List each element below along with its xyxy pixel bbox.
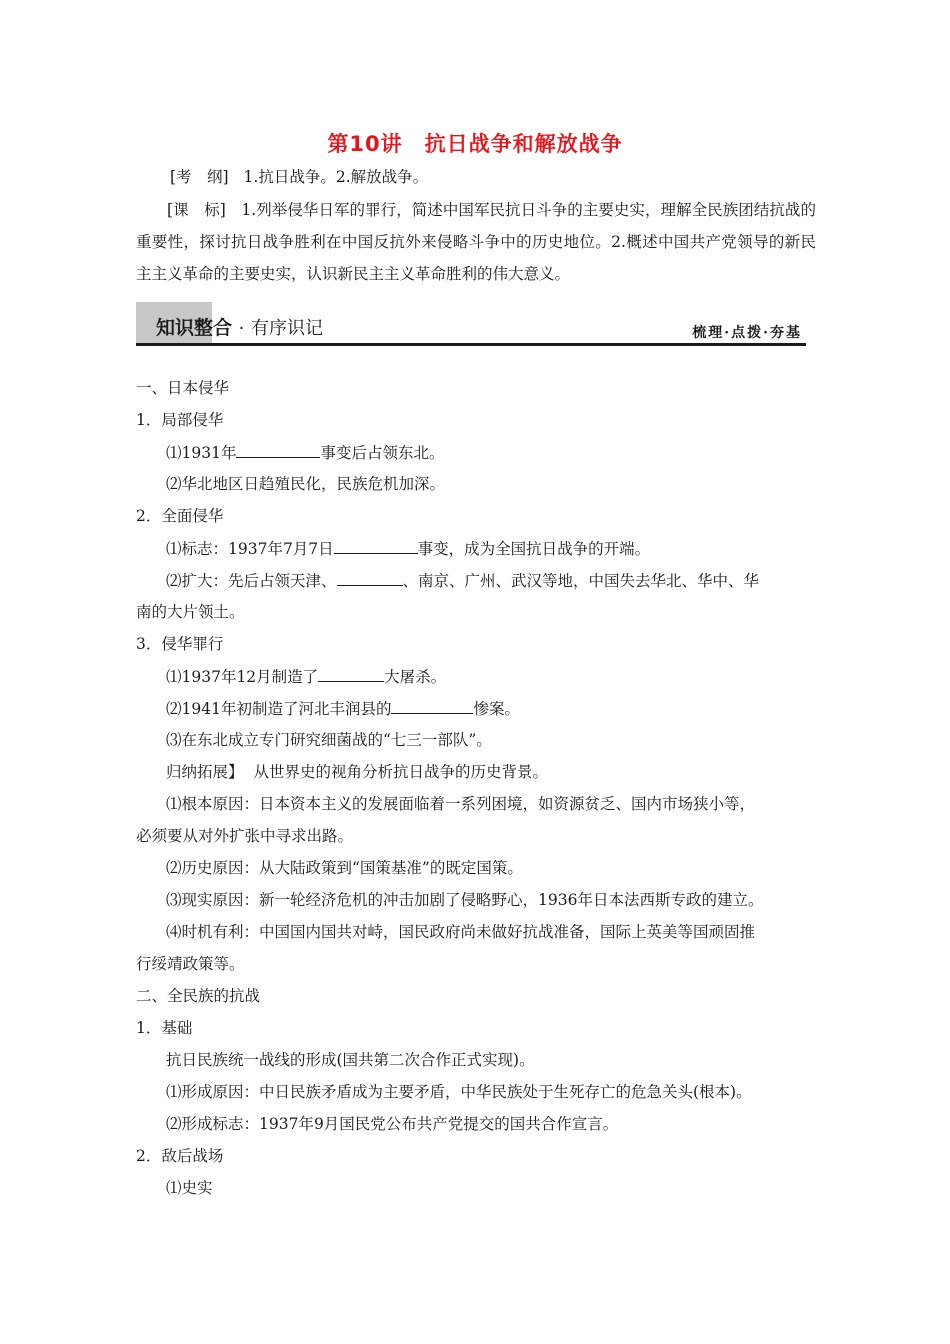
- list-item-continued: 必须要从对外扩张中寻求出路。: [136, 827, 354, 845]
- summary-heading: [166, 761, 548, 783]
- kebiao-text: 1.列举侵华日军的罪行，简述中国军民抗日斗争的主要史实，理解全民族团结抗战的重要性，探讨抗日战争胜利在中国反抗外来侵略斗争中的历史地位。2.概述中国共产党领导的新民主主义革命的主要史实，认识新民主主义革命胜利的伟大意义。: [136, 201, 816, 283]
- fill-blank[interactable]: [337, 569, 403, 586]
- list-item: 抗日民族统一战线的形成(国共第二次合作正式实现)。: [166, 1051, 535, 1069]
- text-fragment: ⑴1931年: [166, 444, 237, 462]
- text-fragment: 、南京、广州、武汉等地，中国失去华北、华中、华: [402, 572, 760, 590]
- list-item: [166, 697, 520, 720]
- section-heading: 一、日本侵华: [136, 379, 230, 397]
- text-fragment: 大屠杀。: [384, 668, 447, 686]
- text-fragment: ⑵1941年初制造了河北丰润县的: [166, 700, 392, 718]
- list-item-continued: 行绥靖政策等。: [136, 955, 245, 973]
- subsection-heading: 1．局部侵华: [136, 411, 224, 429]
- fill-blank[interactable]: [318, 665, 384, 682]
- section-heading: 二、全民族的抗战: [136, 987, 261, 1005]
- kaogang-label: [考 纲]: [170, 168, 229, 186]
- text-fragment: ⑴标志：1937年7月7日: [166, 540, 334, 558]
- list-item: [166, 665, 446, 688]
- summary-text: 从世界史的视角分析抗日战争的历史背景。: [253, 763, 549, 781]
- kaogang-line: [170, 166, 428, 188]
- subsection-heading: 2．全面侵华: [136, 507, 224, 525]
- list-item: ⑴形成原因：中日民族矛盾成为主要矛盾，中华民族处于生死存亡的危急关头(根本)。: [166, 1083, 752, 1101]
- fill-blank[interactable]: [334, 537, 418, 554]
- subsection-heading: 2．敌后战场: [136, 1147, 224, 1165]
- kebiao-label: [课 标]: [167, 201, 226, 219]
- text-fragment: 事变，成为全国抗日战争的开端。: [417, 540, 651, 558]
- subsection-heading: 3．侵华罪行: [136, 635, 224, 653]
- kebiao-paragraph: [136, 194, 816, 290]
- list-item: ⑵历史原因：从大陆政策到“国策基准”的既定国策。: [166, 859, 523, 877]
- list-item: [166, 441, 444, 464]
- list-item: ⑴史实: [166, 1179, 213, 1197]
- list-item: [166, 569, 759, 592]
- section-banner: [136, 302, 806, 346]
- summary-label: 归纳拓展】: [166, 763, 244, 781]
- banner-main: 知识整合: [156, 317, 233, 339]
- list-item: ⑶现实原因：新一轮经济危机的冲击加剧了侵略野心，1936年日本法西斯专政的建立。: [166, 891, 764, 909]
- banner-title: [156, 313, 323, 340]
- banner-sub: 有序识记: [251, 318, 323, 339]
- list-item: ⑷时机有利：中国国内国共对峙，国民政府尚未做好抗战准备，国际上英美等国顽固推: [166, 923, 756, 941]
- fill-blank[interactable]: [391, 697, 473, 714]
- banner-right: 梳理·点拨·夯基: [692, 325, 802, 341]
- list-item: ⑶在东北成立专门研究细菌战的“七三一部队”。: [166, 731, 492, 749]
- list-item-continued: 南的大片领土。: [136, 603, 245, 621]
- text-fragment: ⑴1937年12月制造了: [166, 668, 319, 686]
- list-item: ⑵形成标志：1937年9月国民党公布共产党提交的国共合作宣言。: [166, 1115, 619, 1133]
- text-fragment: ⑵扩大：先后占领天津、: [166, 572, 337, 590]
- list-item: ⑴根本原因：日本资本主义的发展面临着一系列困境，如资源贫乏、国内市场狭小等，: [166, 795, 756, 813]
- list-item: ⑵华北地区日趋殖民化，民族危机加深。: [166, 475, 446, 493]
- banner-dot: ·: [238, 318, 245, 339]
- subsection-heading: 1．基础: [136, 1019, 193, 1037]
- page-title: 第10讲 抗日战争和解放战争: [327, 132, 623, 156]
- text-fragment: 事变后占领东北。: [320, 444, 445, 462]
- banner-rule: [136, 343, 806, 346]
- list-item: [166, 537, 650, 560]
- kaogang-text: 1.抗日战争。2.解放战争。: [243, 168, 429, 186]
- text-fragment: 惨案。: [473, 700, 520, 718]
- fill-blank[interactable]: [236, 441, 320, 458]
